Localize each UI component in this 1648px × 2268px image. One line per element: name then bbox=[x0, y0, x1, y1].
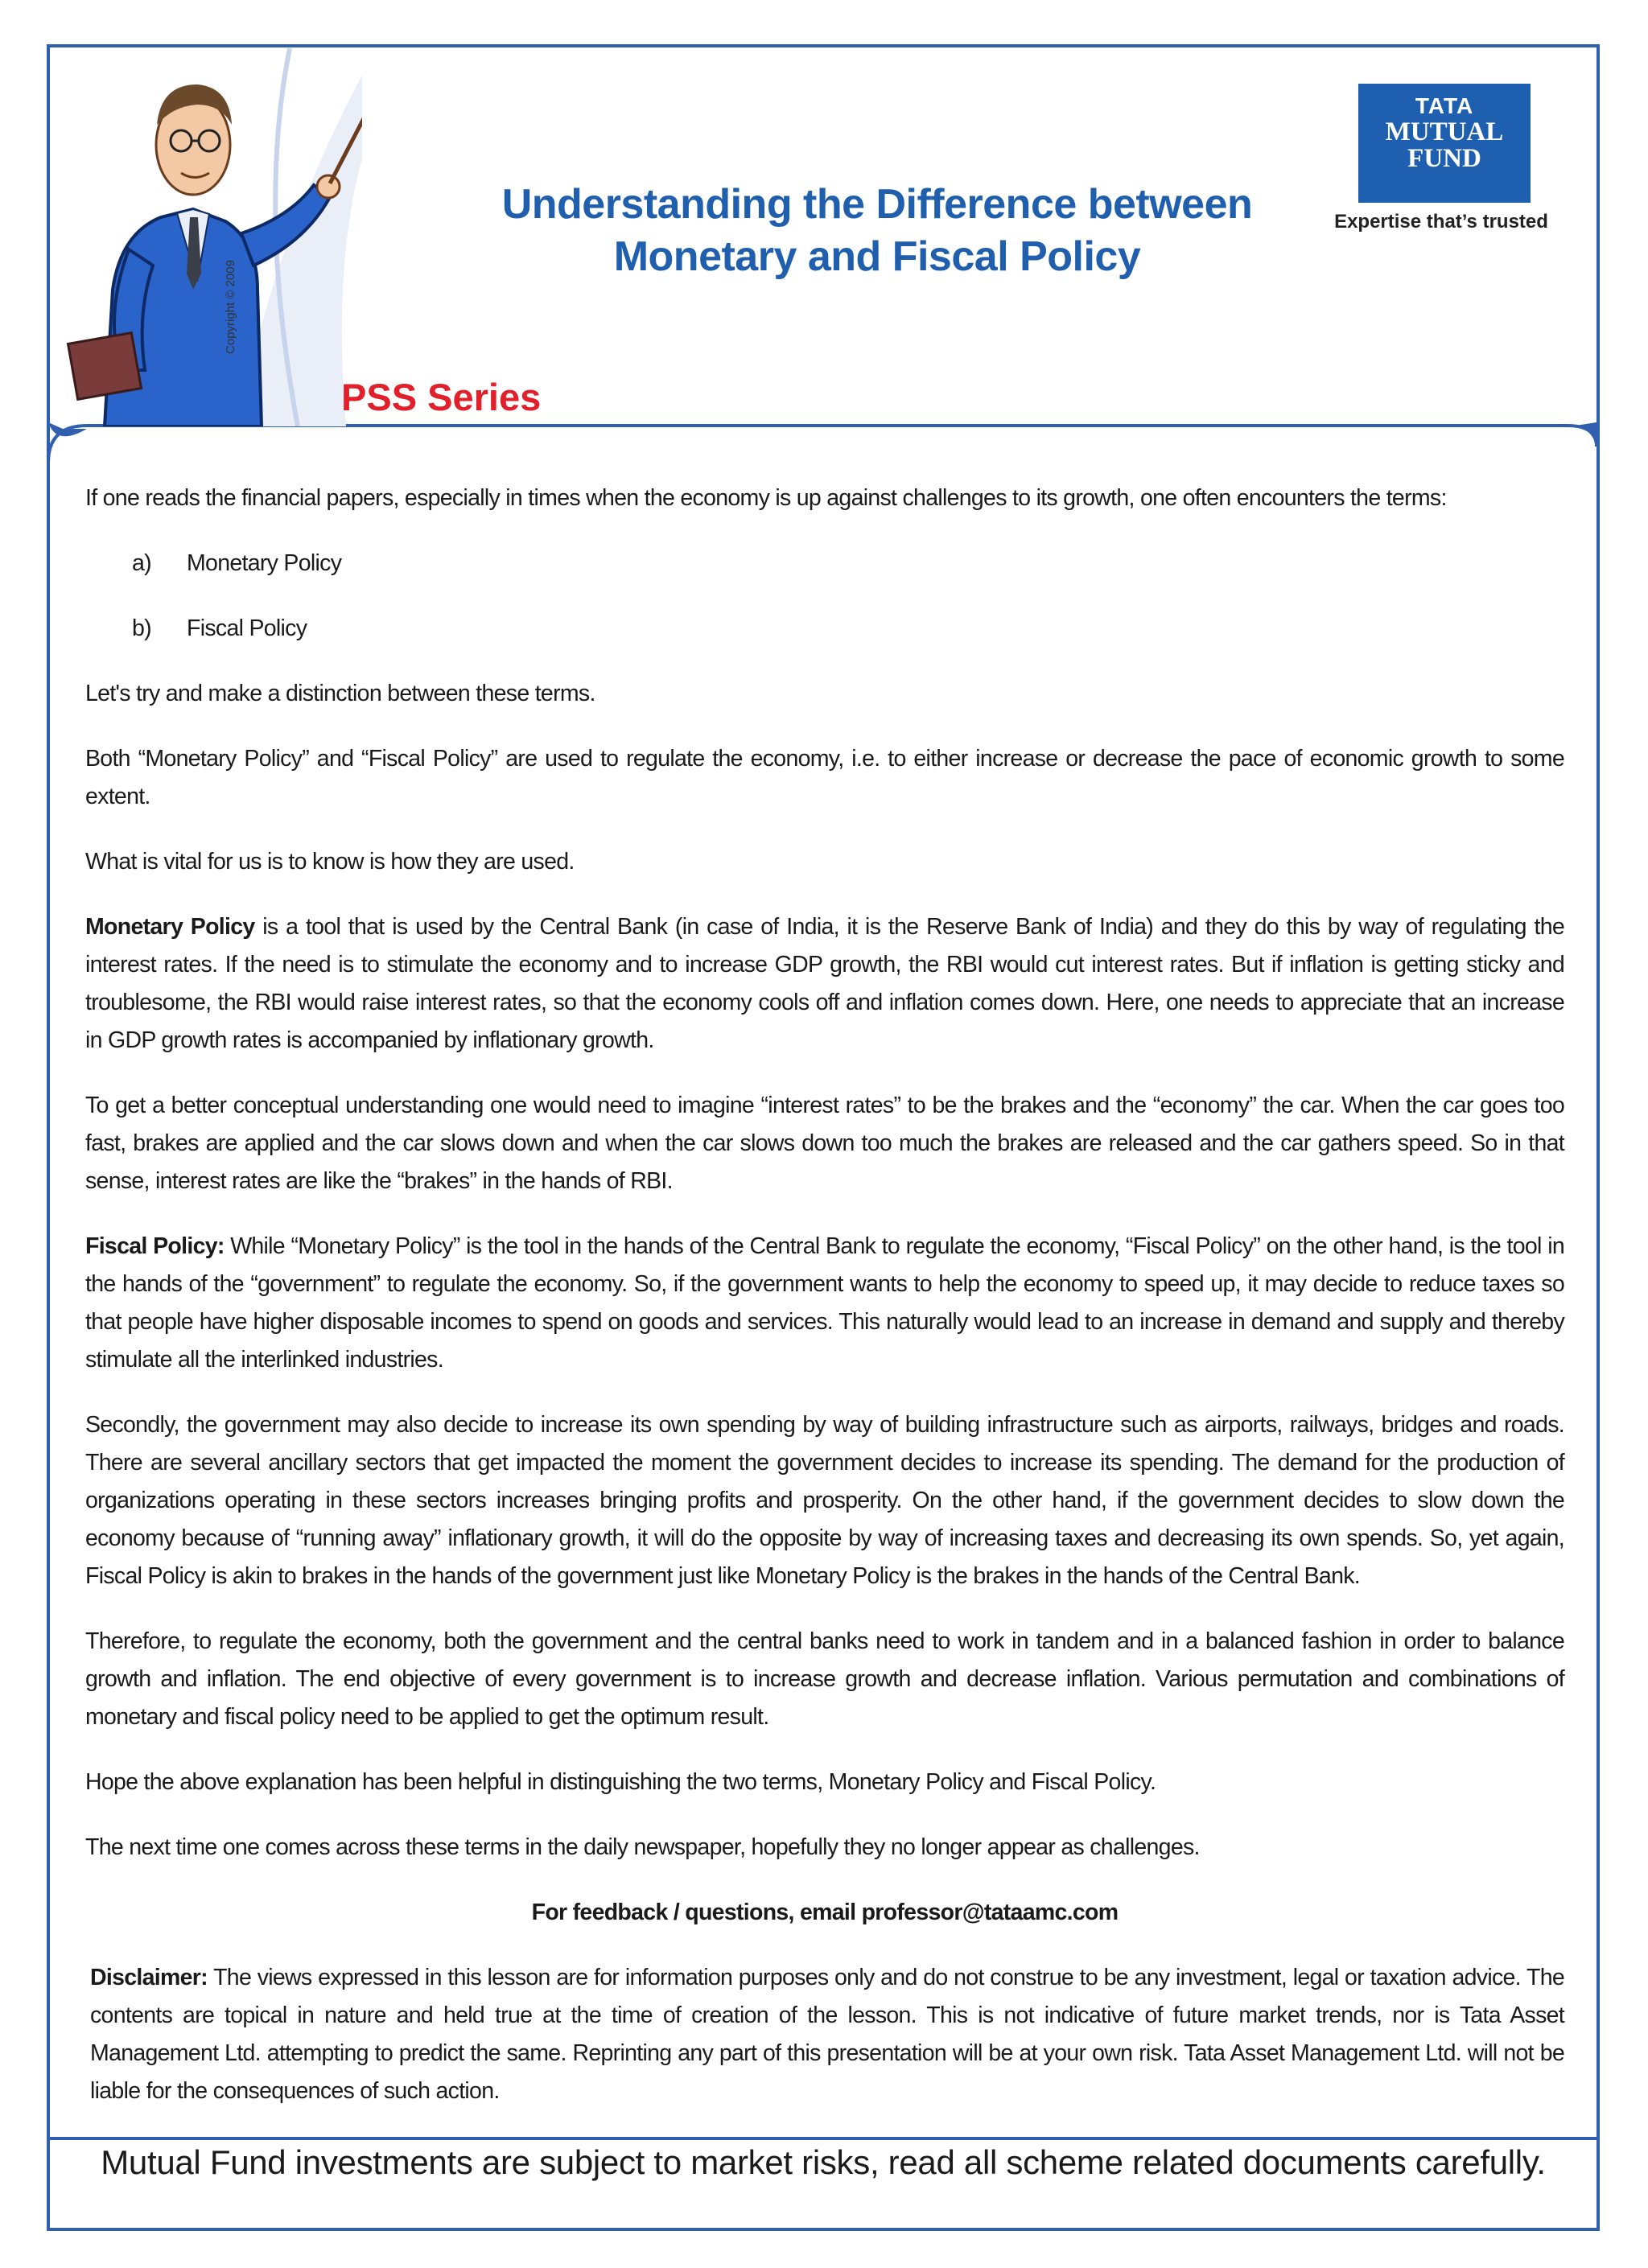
title-line-1: Understanding the Difference between bbox=[501, 181, 1253, 228]
logo-tagline: Expertise that’s trusted bbox=[1334, 211, 1548, 233]
series-label: PSS Series bbox=[341, 376, 542, 418]
secondly-paragraph: Secondly, the government may also decide to increase its own spending by way of building infrastructure such as airports, railways, bridges and roads. There are several ancillary sectors that get impacted the moment the government decides to increase its spending. The demand for the production of organizations operating in these sectors increases bringing profits and prosperity. On the other hand, if the government decides to slow down the economy because of “running away” inflationary growth, it will do the opposite by way of increasing taxes and decreasing its own spends. So, yet again, Fiscal Policy is akin to brakes in the hands of the government just like Monetary Policy is the brakes in the hands of the Central Bank. bbox=[85, 1412, 1564, 1589]
page-title bbox=[451, 179, 1304, 283]
monetary-label: Monetary Policy bbox=[85, 914, 255, 940]
logo-name-line-2: FUND bbox=[1407, 144, 1481, 173]
feedback-line: For feedback / questions, email professor@tataamc.com bbox=[531, 1900, 1119, 1925]
monetary-paragraph bbox=[85, 908, 1564, 1060]
disclaimer-paragraph bbox=[85, 1959, 1564, 2110]
both-paragraph: Both “Monetary Policy” and “Fiscal Policy” are used to regulate the economy, i.e. to either increase or decrease the pace of economic growth to some extent. bbox=[85, 746, 1564, 809]
distinction-paragraph: Let's try and make a distinction between these terms. bbox=[85, 681, 595, 706]
next-time-paragraph: The next time one comes across these terms in the daily newspaper, hopefully they no longer appear as challenges. bbox=[85, 1834, 1200, 1860]
monetary-text: is a tool that is used by the Central Bank (in case of India, it is the Reserve Bank of India) and they do this by way of regulating the interest rates. If the need is to stimulate the economy and to increase GDP growth, the RBI would cut interest rates. But if inflation is getting sticky and troublesome, the RBI would raise interest rates, so that the economy cools off and inflation comes down. Here, one needs to appreciate that an increase in GDP growth rates is accompanied by inflationary growth. bbox=[85, 914, 1564, 1053]
copyright-note: Copyright © 2009 bbox=[224, 260, 237, 354]
disclaimer-text: The views expressed in this lesson are for information purposes only and do not construe to be any investment, legal or taxation advice. The contents are topical in nature and held true at the time of creation of the lesson. This is not indicative of future market trends, nor is Tata Asset Management Ltd. attempting to predict the same. Reprinting any part of this presentation will be at your own risk. Tata Asset Management Ltd. will not be liable for the consequences of such action. bbox=[90, 1965, 1564, 2104]
logo-brand: TATA bbox=[1415, 93, 1474, 118]
list-text: Fiscal Policy bbox=[187, 615, 307, 641]
intro-paragraph: If one reads the financial papers, especially in times when the economy is up against challenges to its growth, one often encounters the terms: bbox=[85, 485, 1447, 511]
disclaimer-label: Disclaimer: bbox=[90, 1965, 208, 1990]
list-item bbox=[85, 610, 1564, 648]
hope-paragraph: Hope the above explanation has been helpful in distinguishing the two terms, Monetary Policy and Fiscal Policy. bbox=[85, 1769, 1156, 1795]
brakes-paragraph: To get a better conceptual understanding one would need to imagine “interest rates” to be the brakes and the “economy” the car. When the car goes too fast, brakes are applied and the car slows down and when the car slows down too much the brakes are released and the car gathers speed. So in that sense, interest rates are like the “brakes” in the hands of RBI. bbox=[85, 1093, 1564, 1194]
list-item bbox=[85, 545, 1564, 582]
lesson-body bbox=[85, 480, 1564, 2138]
tata-mutual-fund-logo bbox=[1358, 84, 1531, 203]
logo-name-line-1: MUTUAL bbox=[1385, 117, 1504, 146]
fiscal-paragraph bbox=[85, 1228, 1564, 1379]
list-label: b) bbox=[132, 615, 151, 641]
risk-disclaimer-footer: Mutual Fund investments are subject to market risks, read all scheme related documents carefully. bbox=[101, 2143, 1546, 2181]
footer-divider bbox=[47, 2137, 1600, 2140]
teacher-illustration bbox=[56, 48, 362, 426]
fiscal-text: While “Monetary Policy” is the tool in the hands of the Central Bank to regulate the economy, “Fiscal Policy” on the other hand, is the tool in the hands of the “government” to regulate the economy. So, if the government wants to help the economy to speed up, it may decide to reduce taxes so that people have higher disposable incomes to spend on goods and services. This naturally would lead to an increase in demand and supply and thereby stimulate all the interlinked industries. bbox=[85, 1233, 1564, 1373]
list-label: a) bbox=[132, 550, 151, 576]
title-line-2: Monetary and Fiscal Policy bbox=[613, 233, 1141, 280]
list-text: Monetary Policy bbox=[187, 550, 342, 576]
vital-paragraph: What is vital for us is to know is how they are used. bbox=[85, 849, 575, 875]
therefore-paragraph: Therefore, to regulate the economy, both the government and the central banks need to work in tandem and in a balanced fashion in order to balance growth and inflation. The end objective of every government is to increase growth and decrease inflation. Various permutation and combinations of monetary and fiscal policy need to be applied to get the optimum result. bbox=[85, 1628, 1564, 1730]
fiscal-label: Fiscal Policy: bbox=[85, 1233, 225, 1259]
